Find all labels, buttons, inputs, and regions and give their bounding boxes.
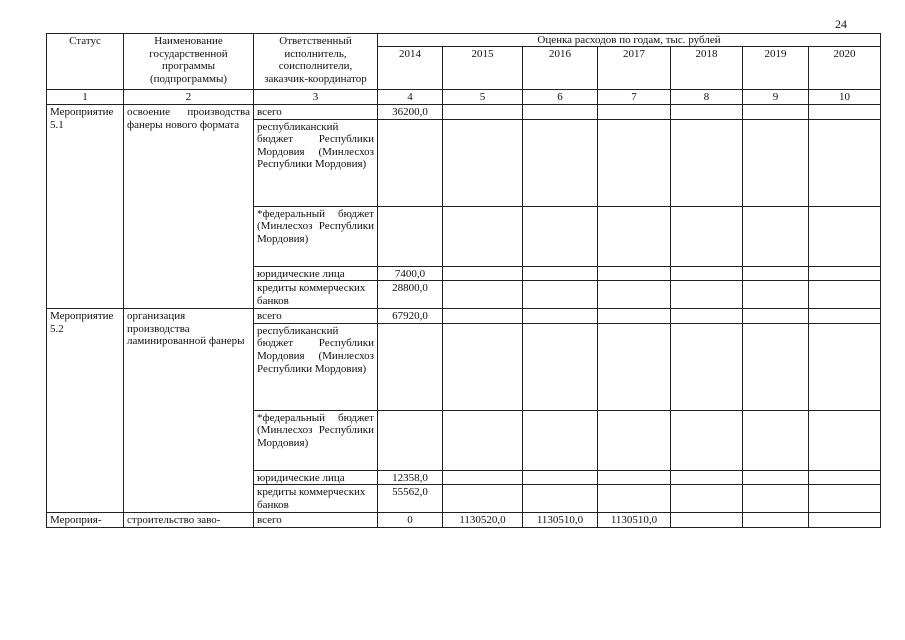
value-cell [671,281,743,309]
value-cell [523,266,598,281]
value-cell [743,105,809,120]
value-cell [443,470,523,485]
value-cell [671,485,743,513]
value-cell [443,119,523,206]
value-cell [523,323,598,410]
measure-status: Мероприятие 5.2 [47,309,124,513]
funding-source: всего [254,513,378,528]
value-cell [598,281,671,309]
value-cell [523,410,598,470]
funding-source: всего [254,309,378,324]
header-year: 2014 [378,47,443,90]
table-row [47,309,881,324]
value-cell [809,119,881,206]
header-program-name: Наименование государственной программы (подпрограммы) [124,34,254,90]
value-cell [443,105,523,120]
value-cell: 36200,0 [378,105,443,120]
value-cell [443,206,523,266]
table-row [47,105,881,120]
column-number: 5 [443,90,523,105]
measure-status: Мероприятие 5.1 [47,105,124,309]
expense-table [46,33,881,528]
value-cell [743,470,809,485]
value-cell [743,485,809,513]
funding-source: республиканский бюджет Республики Мордовия (Минлесхоз Республики Мордовия) [254,119,378,206]
value-cell [443,281,523,309]
value-cell: 55562,0 [378,485,443,513]
header-row [47,34,881,47]
value-cell [523,119,598,206]
measure-name: организация производства ламинированной фанеры [124,309,254,513]
header-year: 2018 [671,47,743,90]
value-cell [809,513,881,528]
value-cell [443,309,523,324]
value-cell [743,206,809,266]
funding-source: *федеральный бюджет (Минлесхоз Республики Мордовия) [254,206,378,266]
value-cell: 0 [378,513,443,528]
value-cell [378,323,443,410]
value-cell [809,281,881,309]
value-cell [443,410,523,470]
value-cell [671,206,743,266]
column-number: 1 [47,90,124,105]
measure-name: освоение производства фанеры нового формата [124,105,254,309]
funding-source: кредиты коммерческих банков [254,281,378,309]
column-number: 2 [124,90,254,105]
page-number: 24 [835,17,847,31]
value-cell: 1130520,0 [443,513,523,528]
header-cost-estimate: Оценка расходов по годам, тыс. рублей [378,34,881,47]
value-cell [523,470,598,485]
header-year: 2019 [743,47,809,90]
column-number: 3 [254,90,378,105]
value-cell [598,119,671,206]
header-year: 2020 [809,47,881,90]
value-cell [671,105,743,120]
value-cell [743,266,809,281]
value-cell [809,485,881,513]
value-cell [443,266,523,281]
value-cell [671,410,743,470]
value-cell [378,410,443,470]
value-cell [743,281,809,309]
column-number: 7 [598,90,671,105]
value-cell [523,206,598,266]
value-cell [809,309,881,324]
value-cell [523,281,598,309]
value-cell [671,470,743,485]
value-cell [671,309,743,324]
funding-source: республиканский бюджет Республики Мордовия (Минлесхоз Республики Мордовия) [254,323,378,410]
column-numbers-row [47,90,881,105]
funding-source: юридические лица [254,266,378,281]
value-cell [598,266,671,281]
header-status: Статус [47,34,124,90]
value-cell: 1130510,0 [523,513,598,528]
value-cell: 1130510,0 [598,513,671,528]
value-cell [671,119,743,206]
value-cell [809,105,881,120]
value-cell: 67920,0 [378,309,443,324]
value-cell [598,309,671,324]
value-cell: 28800,0 [378,281,443,309]
value-cell [378,119,443,206]
funding-source: юридические лица [254,470,378,485]
value-cell [809,206,881,266]
value-cell [743,119,809,206]
header-executor: Ответственный исполнитель, соисполнители, заказчик-координатор [254,34,378,90]
header-year: 2017 [598,47,671,90]
value-cell [743,513,809,528]
value-cell [523,309,598,324]
column-number: 10 [809,90,881,105]
value-cell [598,410,671,470]
value-cell: 7400,0 [378,266,443,281]
value-cell: 12358,0 [378,470,443,485]
funding-source: всего [254,105,378,120]
value-cell [598,105,671,120]
value-cell [671,323,743,410]
value-cell [378,206,443,266]
column-number: 8 [671,90,743,105]
header-year: 2015 [443,47,523,90]
value-cell [523,105,598,120]
value-cell [598,323,671,410]
value-cell [743,410,809,470]
measure-name: строительство заво- [124,513,254,528]
value-cell [598,470,671,485]
value-cell [443,485,523,513]
value-cell [743,323,809,410]
value-cell [809,470,881,485]
value-cell [598,206,671,266]
value-cell [809,266,881,281]
measure-status: Мероприя- [47,513,124,528]
value-cell [809,410,881,470]
column-number: 6 [523,90,598,105]
value-cell [743,309,809,324]
value-cell [809,323,881,410]
column-number: 9 [743,90,809,105]
value-cell [443,323,523,410]
value-cell [671,266,743,281]
header-year: 2016 [523,47,598,90]
table-row [47,513,881,528]
funding-source: *федеральный бюджет (Минлесхоз Республики Мордовия) [254,410,378,470]
funding-source: кредиты коммерческих банков [254,485,378,513]
value-cell [671,513,743,528]
value-cell [598,485,671,513]
value-cell [523,485,598,513]
column-number: 4 [378,90,443,105]
